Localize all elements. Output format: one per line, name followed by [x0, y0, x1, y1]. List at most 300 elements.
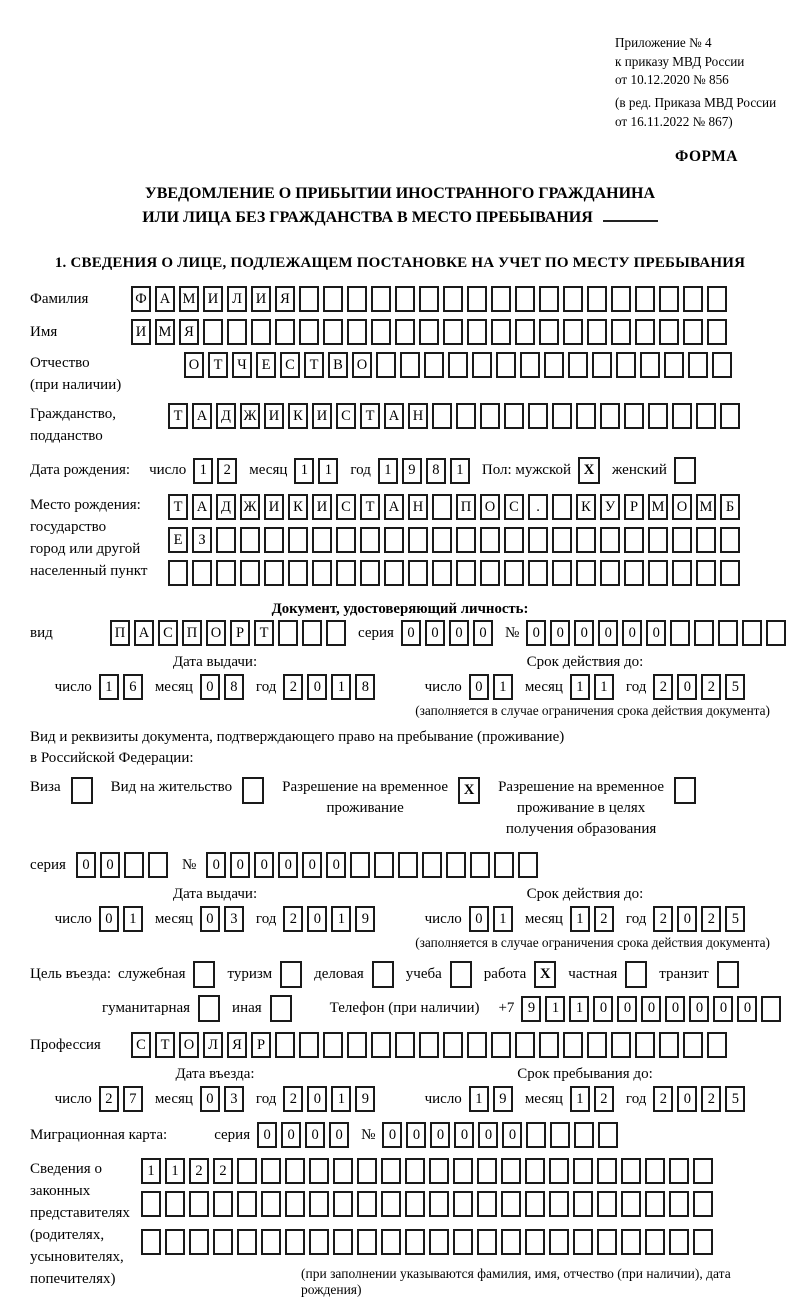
char-cell[interactable]	[669, 1191, 689, 1217]
char-cell[interactable]	[333, 1158, 353, 1184]
char-cell[interactable]	[693, 1191, 713, 1217]
char-cell[interactable]: Т	[155, 1032, 175, 1058]
char-cell[interactable]: 7	[123, 1086, 143, 1112]
char-cell[interactable]	[285, 1158, 305, 1184]
char-cell[interactable]	[696, 403, 716, 429]
char-cell[interactable]: 0	[430, 1122, 450, 1148]
char-cell[interactable]	[544, 352, 564, 378]
char-cell[interactable]	[539, 286, 559, 312]
char-cell[interactable]: 0	[278, 852, 298, 878]
char-cell[interactable]	[672, 527, 692, 553]
char-cell[interactable]	[302, 620, 322, 646]
char-cell[interactable]	[707, 286, 727, 312]
char-cell[interactable]	[264, 560, 284, 586]
char-cell[interactable]	[491, 286, 511, 312]
char-cell[interactable]: 9	[355, 906, 375, 932]
char-cell[interactable]	[518, 852, 538, 878]
char-cell[interactable]	[309, 1158, 329, 1184]
char-cell[interactable]	[189, 1191, 209, 1217]
char-cell[interactable]	[563, 1032, 583, 1058]
char-cell[interactable]	[659, 1032, 679, 1058]
char-cell[interactable]	[707, 1032, 727, 1058]
char-cell[interactable]	[688, 352, 708, 378]
char-cell[interactable]	[669, 1229, 689, 1255]
char-cell[interactable]: 0	[206, 852, 226, 878]
char-cell[interactable]: 1	[331, 1086, 351, 1112]
char-cell[interactable]: 1	[165, 1158, 185, 1184]
char-cell[interactable]: 3	[224, 906, 244, 932]
char-cell[interactable]	[600, 527, 620, 553]
char-cell[interactable]	[432, 560, 452, 586]
char-cell[interactable]: Ф	[131, 286, 151, 312]
char-cell[interactable]: 1	[318, 458, 338, 484]
char-cell[interactable]: И	[251, 286, 271, 312]
purpose-option-checkbox[interactable]	[625, 961, 647, 988]
char-cell[interactable]	[573, 1158, 593, 1184]
char-cell[interactable]	[419, 1032, 439, 1058]
char-cell[interactable]: 2	[283, 906, 303, 932]
char-cell[interactable]	[336, 560, 356, 586]
char-cell[interactable]	[124, 852, 144, 878]
char-cell[interactable]	[240, 527, 260, 553]
char-cell[interactable]	[456, 403, 476, 429]
char-cell[interactable]	[552, 494, 572, 520]
char-cell[interactable]	[659, 319, 679, 345]
char-cell[interactable]	[326, 620, 346, 646]
char-cell[interactable]	[323, 286, 343, 312]
char-cell[interactable]: 0	[677, 1086, 697, 1112]
char-cell[interactable]	[659, 286, 679, 312]
char-cell[interactable]	[360, 527, 380, 553]
char-cell[interactable]	[645, 1191, 665, 1217]
char-cell[interactable]: 2	[653, 674, 673, 700]
char-cell[interactable]	[587, 286, 607, 312]
sex-male-checkbox[interactable]: X	[578, 457, 600, 484]
char-cell[interactable]	[598, 1122, 618, 1148]
char-cell[interactable]	[563, 286, 583, 312]
char-cell[interactable]: 0	[401, 620, 421, 646]
char-cell[interactable]: И	[131, 319, 151, 345]
char-cell[interactable]: 0	[307, 1086, 327, 1112]
char-cell[interactable]: М	[648, 494, 668, 520]
char-cell[interactable]	[456, 527, 476, 553]
char-cell[interactable]: 1	[294, 458, 314, 484]
char-cell[interactable]	[525, 1158, 545, 1184]
char-cell[interactable]	[374, 852, 394, 878]
char-cell[interactable]	[419, 286, 439, 312]
char-cell[interactable]	[333, 1191, 353, 1217]
char-cell[interactable]	[227, 319, 247, 345]
char-cell[interactable]: 0	[646, 620, 666, 646]
char-cell[interactable]	[429, 1158, 449, 1184]
char-cell[interactable]	[141, 1191, 161, 1217]
char-cell[interactable]: 0	[281, 1122, 301, 1148]
char-cell[interactable]	[720, 403, 740, 429]
char-cell[interactable]: 0	[473, 620, 493, 646]
char-cell[interactable]	[742, 620, 762, 646]
char-cell[interactable]	[696, 560, 716, 586]
char-cell[interactable]	[477, 1191, 497, 1217]
char-cell[interactable]: 0	[598, 620, 618, 646]
char-cell[interactable]	[480, 560, 500, 586]
char-cell[interactable]	[419, 319, 439, 345]
char-cell[interactable]: Д	[216, 494, 236, 520]
char-cell[interactable]	[347, 319, 367, 345]
char-cell[interactable]	[288, 560, 308, 586]
char-cell[interactable]: 8	[355, 674, 375, 700]
char-cell[interactable]	[576, 403, 596, 429]
char-cell[interactable]: 2	[653, 906, 673, 932]
char-cell[interactable]: 2	[653, 1086, 673, 1112]
char-cell[interactable]: 0	[617, 996, 637, 1022]
char-cell[interactable]: 0	[454, 1122, 474, 1148]
char-cell[interactable]	[141, 1229, 161, 1255]
char-cell[interactable]	[696, 527, 716, 553]
char-cell[interactable]: 1	[331, 906, 351, 932]
char-cell[interactable]	[203, 319, 223, 345]
char-cell[interactable]: 0	[478, 1122, 498, 1148]
char-cell[interactable]	[395, 286, 415, 312]
char-cell[interactable]: 0	[200, 1086, 220, 1112]
char-cell[interactable]	[323, 1032, 343, 1058]
char-cell[interactable]	[552, 527, 572, 553]
char-cell[interactable]	[635, 286, 655, 312]
char-cell[interactable]	[312, 560, 332, 586]
char-cell[interactable]: И	[264, 494, 284, 520]
char-cell[interactable]: И	[312, 494, 332, 520]
char-cell[interactable]: 9	[355, 1086, 375, 1112]
char-cell[interactable]	[515, 286, 535, 312]
char-cell[interactable]	[624, 403, 644, 429]
char-cell[interactable]: .	[528, 494, 548, 520]
char-cell[interactable]: А	[384, 403, 404, 429]
char-cell[interactable]: Ж	[240, 494, 260, 520]
char-cell[interactable]	[165, 1229, 185, 1255]
char-cell[interactable]	[693, 1229, 713, 1255]
char-cell[interactable]: 0	[502, 1122, 522, 1148]
char-cell[interactable]: М	[179, 286, 199, 312]
char-cell[interactable]	[443, 319, 463, 345]
char-cell[interactable]	[669, 1158, 689, 1184]
char-cell[interactable]	[237, 1158, 257, 1184]
char-cell[interactable]	[216, 527, 236, 553]
char-cell[interactable]: 1	[469, 1086, 489, 1112]
char-cell[interactable]	[453, 1191, 473, 1217]
char-cell[interactable]	[515, 1032, 535, 1058]
char-cell[interactable]	[576, 560, 596, 586]
char-cell[interactable]	[165, 1191, 185, 1217]
char-cell[interactable]: 1	[193, 458, 213, 484]
char-cell[interactable]	[261, 1191, 281, 1217]
char-cell[interactable]: 0	[382, 1122, 402, 1148]
purpose-option-checkbox[interactable]	[450, 961, 472, 988]
char-cell[interactable]	[453, 1229, 473, 1255]
char-cell[interactable]	[261, 1229, 281, 1255]
char-cell[interactable]: 0	[622, 620, 642, 646]
char-cell[interactable]: А	[192, 403, 212, 429]
residence-permit-checkbox[interactable]	[242, 777, 264, 804]
char-cell[interactable]	[573, 1229, 593, 1255]
char-cell[interactable]	[528, 527, 548, 553]
char-cell[interactable]	[285, 1229, 305, 1255]
char-cell[interactable]	[496, 352, 516, 378]
char-cell[interactable]	[432, 494, 452, 520]
char-cell[interactable]: 0	[526, 620, 546, 646]
char-cell[interactable]: 9	[402, 458, 422, 484]
char-cell[interactable]	[432, 403, 452, 429]
char-cell[interactable]	[477, 1158, 497, 1184]
char-cell[interactable]: Я	[227, 1032, 247, 1058]
char-cell[interactable]: А	[155, 286, 175, 312]
char-cell[interactable]	[712, 352, 732, 378]
char-cell[interactable]: 0	[326, 852, 346, 878]
char-cell[interactable]	[400, 352, 420, 378]
char-cell[interactable]	[611, 319, 631, 345]
char-cell[interactable]: 2	[594, 1086, 614, 1112]
char-cell[interactable]: 0	[257, 1122, 277, 1148]
char-cell[interactable]	[237, 1191, 257, 1217]
char-cell[interactable]: Т	[168, 403, 188, 429]
char-cell[interactable]	[683, 1032, 703, 1058]
char-cell[interactable]: 1	[493, 906, 513, 932]
char-cell[interactable]: Л	[227, 286, 247, 312]
char-cell[interactable]: Д	[216, 403, 236, 429]
char-cell[interactable]: 0	[737, 996, 757, 1022]
char-cell[interactable]: 0	[665, 996, 685, 1022]
char-cell[interactable]: Т	[208, 352, 228, 378]
char-cell[interactable]	[672, 560, 692, 586]
char-cell[interactable]	[616, 352, 636, 378]
char-cell[interactable]	[446, 852, 466, 878]
char-cell[interactable]	[395, 1032, 415, 1058]
char-cell[interactable]: Я	[275, 286, 295, 312]
char-cell[interactable]: Б	[720, 494, 740, 520]
char-cell[interactable]: П	[182, 620, 202, 646]
char-cell[interactable]	[491, 319, 511, 345]
char-cell[interactable]	[429, 1191, 449, 1217]
char-cell[interactable]	[683, 319, 703, 345]
char-cell[interactable]: Т	[360, 403, 380, 429]
char-cell[interactable]: 8	[224, 674, 244, 700]
char-cell[interactable]	[720, 560, 740, 586]
char-cell[interactable]: К	[288, 403, 308, 429]
char-cell[interactable]: М	[155, 319, 175, 345]
char-cell[interactable]: О	[184, 352, 204, 378]
char-cell[interactable]: 0	[99, 906, 119, 932]
char-cell[interactable]	[501, 1158, 521, 1184]
char-cell[interactable]: 0	[593, 996, 613, 1022]
char-cell[interactable]: 1	[569, 996, 589, 1022]
char-cell[interactable]: И	[312, 403, 332, 429]
char-cell[interactable]: Ж	[240, 403, 260, 429]
char-cell[interactable]	[405, 1158, 425, 1184]
char-cell[interactable]: 0	[713, 996, 733, 1022]
char-cell[interactable]	[333, 1229, 353, 1255]
char-cell[interactable]	[549, 1191, 569, 1217]
char-cell[interactable]	[600, 560, 620, 586]
char-cell[interactable]: О	[179, 1032, 199, 1058]
char-cell[interactable]	[398, 852, 418, 878]
char-cell[interactable]	[448, 352, 468, 378]
char-cell[interactable]	[597, 1191, 617, 1217]
char-cell[interactable]	[309, 1229, 329, 1255]
char-cell[interactable]: 2	[213, 1158, 233, 1184]
char-cell[interactable]: А	[134, 620, 154, 646]
char-cell[interactable]: К	[288, 494, 308, 520]
char-cell[interactable]	[405, 1191, 425, 1217]
char-cell[interactable]	[504, 560, 524, 586]
char-cell[interactable]	[443, 1032, 463, 1058]
char-cell[interactable]	[694, 620, 714, 646]
char-cell[interactable]	[213, 1191, 233, 1217]
char-cell[interactable]	[720, 527, 740, 553]
purpose-option-checkbox[interactable]	[270, 995, 292, 1022]
char-cell[interactable]	[683, 286, 703, 312]
char-cell[interactable]	[216, 560, 236, 586]
temp-residence-checkbox[interactable]: X	[458, 777, 480, 804]
char-cell[interactable]	[408, 560, 428, 586]
char-cell[interactable]: 0	[307, 674, 327, 700]
char-cell[interactable]: 0	[469, 906, 489, 932]
char-cell[interactable]	[189, 1229, 209, 1255]
char-cell[interactable]	[766, 620, 786, 646]
char-cell[interactable]	[648, 403, 668, 429]
char-cell[interactable]: 0	[329, 1122, 349, 1148]
char-cell[interactable]	[275, 319, 295, 345]
char-cell[interactable]	[550, 1122, 570, 1148]
char-cell[interactable]	[168, 560, 188, 586]
char-cell[interactable]	[501, 1191, 521, 1217]
char-cell[interactable]	[336, 527, 356, 553]
char-cell[interactable]: 1	[141, 1158, 161, 1184]
char-cell[interactable]	[480, 403, 500, 429]
char-cell[interactable]: 2	[99, 1086, 119, 1112]
char-cell[interactable]	[597, 1158, 617, 1184]
char-cell[interactable]: М	[696, 494, 716, 520]
char-cell[interactable]	[718, 620, 738, 646]
char-cell[interactable]: 0	[230, 852, 250, 878]
char-cell[interactable]: Ч	[232, 352, 252, 378]
char-cell[interactable]	[357, 1191, 377, 1217]
char-cell[interactable]: 1	[545, 996, 565, 1022]
char-cell[interactable]	[494, 852, 514, 878]
char-cell[interactable]: 1	[450, 458, 470, 484]
char-cell[interactable]	[467, 319, 487, 345]
char-cell[interactable]: Р	[230, 620, 250, 646]
char-cell[interactable]	[526, 1122, 546, 1148]
char-cell[interactable]	[520, 352, 540, 378]
char-cell[interactable]: А	[192, 494, 212, 520]
char-cell[interactable]	[360, 560, 380, 586]
char-cell[interactable]: С	[158, 620, 178, 646]
char-cell[interactable]: К	[576, 494, 596, 520]
char-cell[interactable]	[621, 1229, 641, 1255]
purpose-option-checkbox[interactable]	[198, 995, 220, 1022]
char-cell[interactable]: 3	[224, 1086, 244, 1112]
char-cell[interactable]	[501, 1229, 521, 1255]
char-cell[interactable]	[528, 560, 548, 586]
char-cell[interactable]: 0	[307, 906, 327, 932]
char-cell[interactable]	[323, 319, 343, 345]
char-cell[interactable]: И	[203, 286, 223, 312]
char-cell[interactable]	[405, 1229, 425, 1255]
char-cell[interactable]: 0	[641, 996, 661, 1022]
char-cell[interactable]: 0	[425, 620, 445, 646]
char-cell[interactable]	[429, 1229, 449, 1255]
char-cell[interactable]: А	[384, 494, 404, 520]
char-cell[interactable]	[525, 1191, 545, 1217]
char-cell[interactable]: 5	[725, 906, 745, 932]
char-cell[interactable]: 1	[570, 906, 590, 932]
char-cell[interactable]	[707, 319, 727, 345]
char-cell[interactable]: 0	[550, 620, 570, 646]
char-cell[interactable]	[645, 1229, 665, 1255]
char-cell[interactable]	[621, 1191, 641, 1217]
char-cell[interactable]	[693, 1158, 713, 1184]
purpose-option-checkbox[interactable]	[193, 961, 215, 988]
char-cell[interactable]	[381, 1229, 401, 1255]
char-cell[interactable]: 1	[123, 906, 143, 932]
char-cell[interactable]: 2	[594, 906, 614, 932]
char-cell[interactable]	[491, 1032, 511, 1058]
char-cell[interactable]	[640, 352, 660, 378]
char-cell[interactable]	[568, 352, 588, 378]
char-cell[interactable]: 0	[200, 674, 220, 700]
char-cell[interactable]	[347, 1032, 367, 1058]
char-cell[interactable]: 6	[123, 674, 143, 700]
char-cell[interactable]	[539, 1032, 559, 1058]
char-cell[interactable]	[467, 1032, 487, 1058]
char-cell[interactable]: С	[336, 403, 356, 429]
char-cell[interactable]	[515, 319, 535, 345]
char-cell[interactable]: Н	[408, 403, 428, 429]
char-cell[interactable]	[621, 1158, 641, 1184]
char-cell[interactable]: Т	[168, 494, 188, 520]
char-cell[interactable]: С	[336, 494, 356, 520]
char-cell[interactable]	[648, 527, 668, 553]
temp-residence-edu-checkbox[interactable]	[674, 777, 696, 804]
char-cell[interactable]: 2	[189, 1158, 209, 1184]
char-cell[interactable]: Т	[360, 494, 380, 520]
char-cell[interactable]	[347, 286, 367, 312]
purpose-option-checkbox[interactable]	[717, 961, 739, 988]
char-cell[interactable]: П	[456, 494, 476, 520]
char-cell[interactable]: 1	[378, 458, 398, 484]
char-cell[interactable]: 0	[302, 852, 322, 878]
char-cell[interactable]: 0	[677, 906, 697, 932]
char-cell[interactable]: 0	[469, 674, 489, 700]
char-cell[interactable]	[288, 527, 308, 553]
char-cell[interactable]	[376, 352, 396, 378]
char-cell[interactable]	[285, 1191, 305, 1217]
char-cell[interactable]	[357, 1158, 377, 1184]
char-cell[interactable]	[148, 852, 168, 878]
char-cell[interactable]	[670, 620, 690, 646]
char-cell[interactable]: Т	[304, 352, 324, 378]
char-cell[interactable]	[261, 1158, 281, 1184]
char-cell[interactable]: П	[110, 620, 130, 646]
char-cell[interactable]: Е	[168, 527, 188, 553]
char-cell[interactable]: 5	[725, 1086, 745, 1112]
char-cell[interactable]	[424, 352, 444, 378]
char-cell[interactable]	[672, 403, 692, 429]
purpose-option-checkbox[interactable]	[280, 961, 302, 988]
char-cell[interactable]: У	[600, 494, 620, 520]
char-cell[interactable]: 1	[99, 674, 119, 700]
char-cell[interactable]	[563, 319, 583, 345]
char-cell[interactable]	[371, 319, 391, 345]
visa-checkbox[interactable]	[71, 777, 93, 804]
